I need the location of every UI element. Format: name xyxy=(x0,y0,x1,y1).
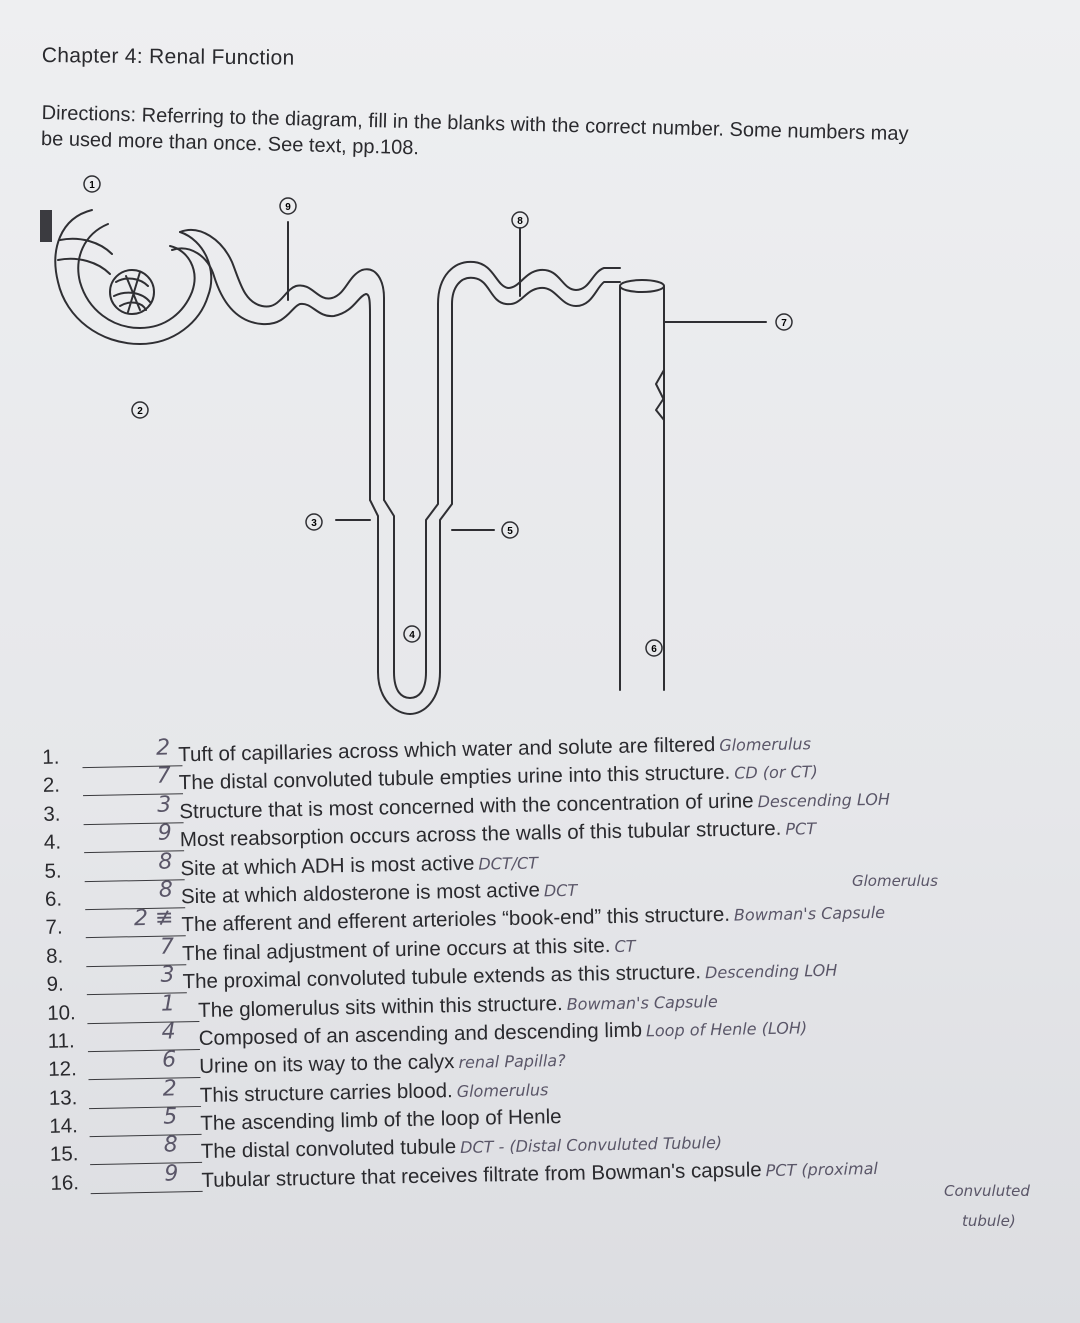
binder-hole xyxy=(40,210,52,242)
handwritten-note: Descending LOH xyxy=(757,789,891,811)
page-title: Chapter 4: Renal Function xyxy=(41,44,295,70)
question-prompt: The glomerulus sits within this structure. Bowman's Capsule xyxy=(197,991,718,1022)
handwritten-note: DCT/CT xyxy=(478,852,539,874)
margin-note-convoluted: Convuluted xyxy=(944,1182,1030,1200)
callout-7 xyxy=(776,314,792,330)
question-number: 12. xyxy=(48,1057,78,1082)
question-prompt: Urine on its way to the calyx renal Papilla? xyxy=(199,1050,566,1079)
question-prompt: The distal convoluted tubule empties urine into this structure. CD (or CT) xyxy=(178,761,818,795)
callout-8 xyxy=(512,212,528,228)
handwritten-answer: 5 xyxy=(162,1104,178,1130)
question-prompt: Most reabsorption occurs across the walls of this tubular structure. PCT xyxy=(179,816,817,852)
callout-5 xyxy=(502,522,518,538)
question-number: 8. xyxy=(45,944,64,968)
question-prompt: Site at which ADH is most active DCT/CT xyxy=(180,851,539,880)
handwritten-note: Descending LOH xyxy=(704,960,838,983)
svg-text:7: 7 xyxy=(781,318,787,329)
handwritten-note: Loop of Henle (LOH) xyxy=(645,1018,808,1041)
question-prompt: Composed of an ascending and descending limb Loop of Henle (LOH) xyxy=(198,1018,808,1050)
question-prompt: Tuft of capillaries across which water and solute are filtered Glomerulus xyxy=(178,733,812,767)
svg-text:5: 5 xyxy=(507,526,513,537)
svg-text:4: 4 xyxy=(409,630,415,641)
handwritten-note: Bowman's Capsule xyxy=(566,991,718,1014)
question-list xyxy=(38,722,1077,1196)
question-number: 16. xyxy=(50,1171,80,1195)
question-prompt: The proximal convoluted tubule extends as this structure. Descending LOH xyxy=(182,960,838,994)
handwritten-answer: 7 xyxy=(156,763,171,790)
handwritten-answer: 3 xyxy=(160,962,175,988)
margin-note-tubule: tubule) xyxy=(962,1212,1016,1230)
directions-text: Directions: Referring to the diagram, fill in the blanks with the correct number. Some numbers may be used more than once. See text, pp.108. xyxy=(40,101,909,160)
question-number: 14. xyxy=(49,1114,79,1138)
handwritten-answer: 1 xyxy=(160,990,176,1017)
question-prompt: The final adjustment of urine occurs at this site. CT xyxy=(181,933,636,966)
svg-text:6: 6 xyxy=(651,644,657,655)
handwritten-answer: 9 xyxy=(157,820,173,846)
question-number: 15. xyxy=(49,1142,79,1167)
question-number: 6. xyxy=(44,887,63,911)
handwritten-note: CT xyxy=(614,936,636,956)
question-prompt: The distal convoluted tubule DCT - (Distal Convuluted Tubule) xyxy=(200,1133,723,1164)
handwritten-note: Glomerulus xyxy=(719,734,812,755)
question-prompt: The afferent and efferent arterioles “book-end” this structure. Bowman's Capsule xyxy=(181,903,886,937)
handwritten-answer: 8 xyxy=(158,877,174,903)
question-number: 9. xyxy=(46,972,64,997)
handwritten-answer: 2 xyxy=(162,1076,177,1102)
handwritten-answer: 9 xyxy=(164,1161,179,1187)
question-prompt: The ascending limb of the loop of Henle xyxy=(200,1105,562,1136)
question-number: 13. xyxy=(48,1086,78,1110)
question-number: 4. xyxy=(43,830,62,855)
question-prompt: This structure carries blood. Glomerulus xyxy=(199,1078,549,1107)
question-number: 5. xyxy=(44,859,62,883)
question-prompt: Site at which aldosterone is most active DCT xyxy=(180,878,578,909)
handwritten-note: PCT xyxy=(785,819,817,839)
svg-text:8: 8 xyxy=(517,216,523,227)
callout-3 xyxy=(306,514,322,530)
handwritten-answer: 8 xyxy=(163,1132,179,1159)
question-prompt: Tubular structure that receives filtrate from Bowman's capsule PCT (proximal xyxy=(201,1158,879,1192)
handwritten-answer: 6 xyxy=(161,1047,177,1073)
svg-text:3: 3 xyxy=(311,518,317,529)
handwritten-answer: 3 xyxy=(156,792,172,818)
callout-6 xyxy=(646,640,662,656)
handwritten-note: Bowman's Capsule xyxy=(733,903,886,926)
question-number: 10. xyxy=(46,1000,76,1025)
callout-1 xyxy=(84,176,100,192)
handwritten-answer: 7 xyxy=(159,934,175,960)
svg-text:2: 2 xyxy=(137,406,143,417)
svg-text:1: 1 xyxy=(89,180,95,191)
handwritten-answer: 8 xyxy=(158,849,173,875)
handwritten-note: renal Papilla? xyxy=(458,1051,566,1073)
svg-text:9: 9 xyxy=(285,202,291,213)
question-number: 1. xyxy=(42,745,60,769)
callout-4 xyxy=(404,626,420,642)
question-number: 2. xyxy=(42,773,61,798)
handwritten-note: CD (or CT) xyxy=(734,762,818,784)
handwritten-answer: 2 xyxy=(155,735,171,761)
question-number: 11. xyxy=(47,1029,75,1053)
margin-note-glomerulus: Glomerulus xyxy=(852,872,938,890)
handwritten-answer: 4 xyxy=(161,1019,176,1045)
handwritten-note: Glomerulus xyxy=(456,1079,549,1101)
callout-2 xyxy=(132,402,148,418)
handwritten-note: DCT - (Distal Convuluted Tubule) xyxy=(459,1133,723,1158)
handwritten-note: PCT (proximal xyxy=(765,1158,879,1180)
question-number: 7. xyxy=(45,915,63,940)
callout-9 xyxy=(280,198,296,214)
question-prompt: Structure that is most concerned with the concentration of urine Descending LOH xyxy=(179,789,891,824)
handwritten-note: DCT xyxy=(543,880,578,901)
question-number: 3. xyxy=(43,802,61,826)
handwritten-answer: 2 ≢ xyxy=(133,905,174,932)
